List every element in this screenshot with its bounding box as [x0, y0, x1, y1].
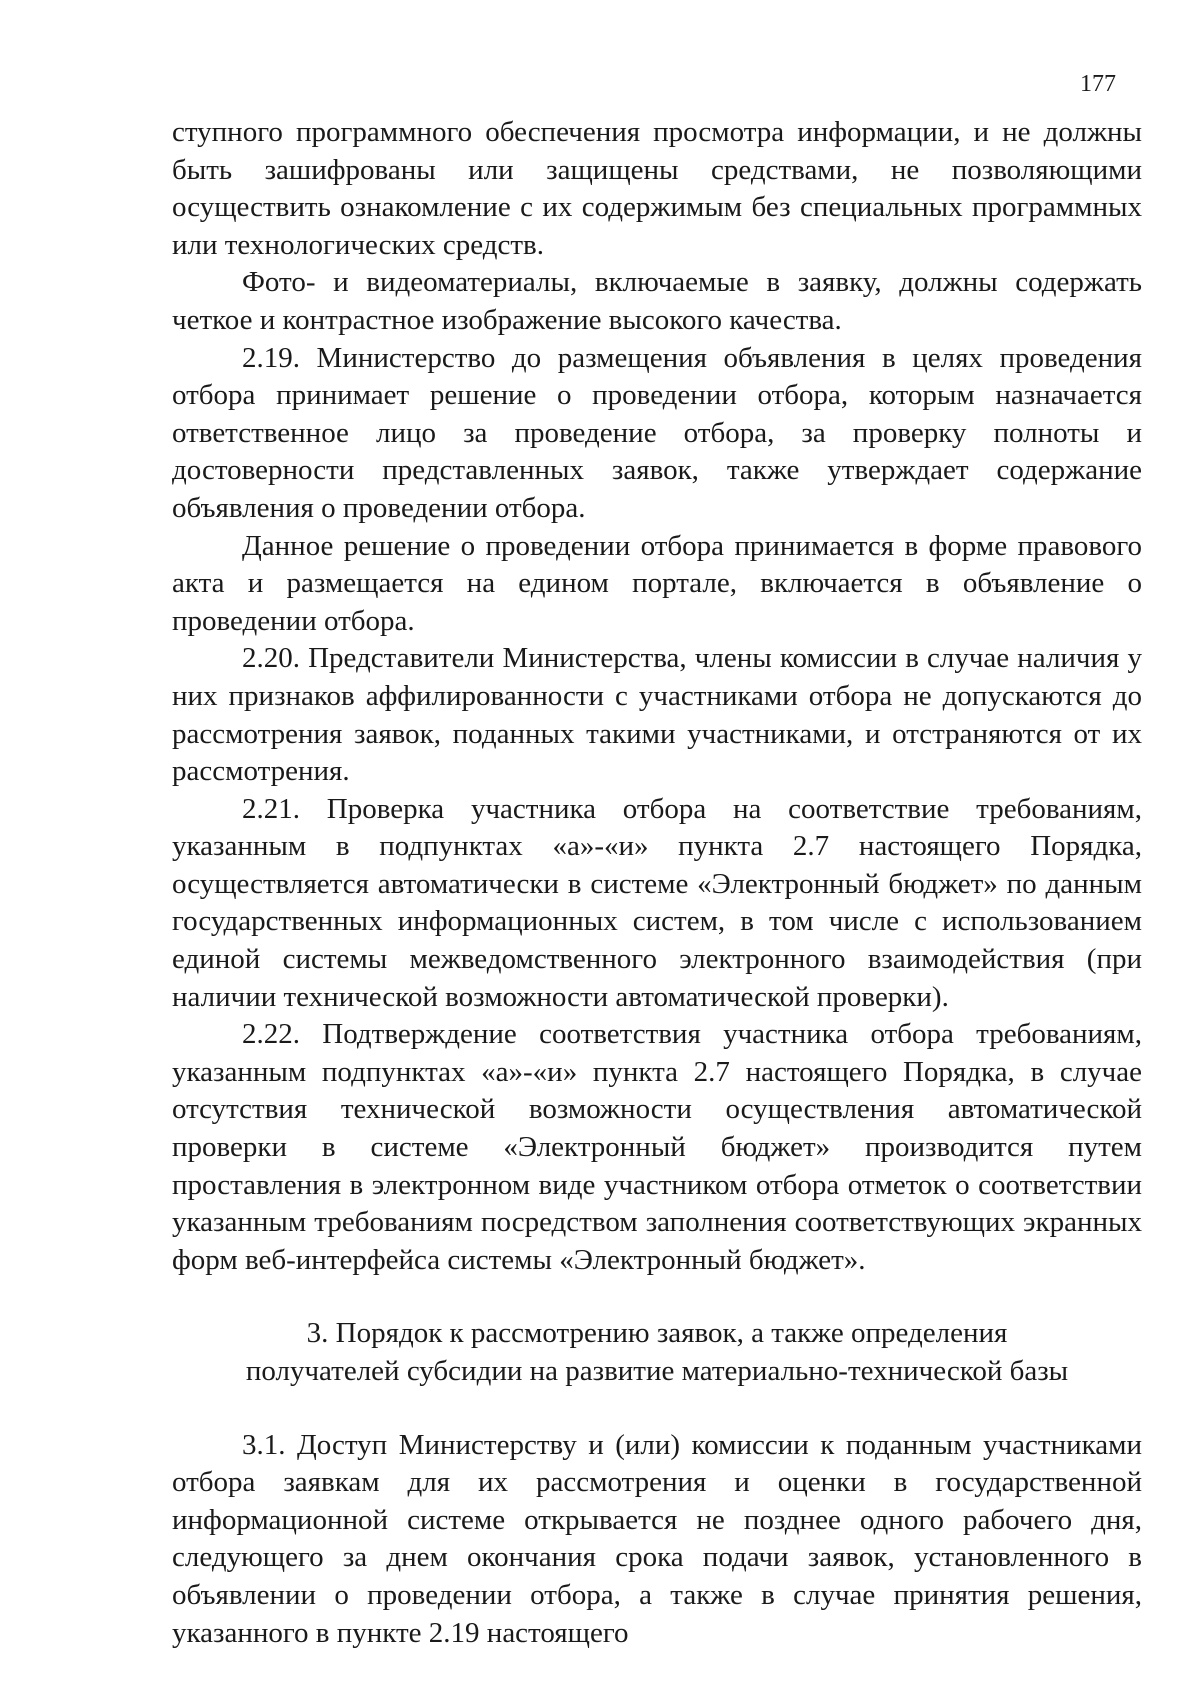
section-heading	[172, 1315, 1142, 1390]
paragraph-2-22: 2.22. Подтверждение соответствия участника отбора требованиям, указанным подпунктах «а»-«и» пункта 2.7 настоящего Порядка, в случае отсутствия технической возможности осуществления автоматической проверки в системе «Электронный бюджет» производится путем проставления в электронном виде участником отбора отметок о соответствии указанным требованиям посредством заполнения соответствующих экранных форм веб-интерфейса системы «Электронный бюджет».	[172, 1018, 1142, 1276]
page-number: 177	[1080, 71, 1116, 97]
paragraph-2-19: 2.19. Министерство до размещения объявления в целях проведения отбора принимает решение о проведении отбора, которым назначается ответственное лицо за проведение отбора, за проверку полноты и достоверности представленных заявок, также утверждает содержание объявления о проведении отбора.	[172, 341, 1142, 524]
paragraph-2-20: 2.20. Представители Министерства, члены комиссии в случае наличия у них признаков аффилированности с участниками отбора не допускаются до рассмотрения заявок, поданных такими участниками, и отстраняются от их рассмотрения.	[172, 642, 1142, 788]
paragraph-continuation: ступного программного обеспечения просмотра информации, и не должны быть зашифрованы или защищены средствами, не позволяющими осуществить ознакомление с их содержимым без специальных программных или технологических средств.	[172, 116, 1142, 261]
paragraph-photo-video: Фото- и видеоматериалы, включаемые в заявку, должны содержать четкое и контрастное изображение высокого качества.	[172, 266, 1142, 336]
paragraph-3-1: 3.1. Доступ Министерству и (или) комиссии к поданным участниками отбора заявкам для их рассмотрения и оценки в государственной информационной системе открывается не позднее одного рабочего дня, следующего за днем окончания срока подачи заявок, установленного в объявлении о проведении отбора, а также в случае принятия решения, указанного в пункте 2.19 настоящего	[172, 1428, 1142, 1649]
section-heading-line-1: 3. Порядок к рассмотрению заявок, а также определения	[306, 1317, 1008, 1350]
paragraph-2-21: 2.21. Проверка участника отбора на соответствие требованиям, указанным в подпунктах «а»-«и» пункта 2.7 настоящего Порядка, осуществляется автоматически в системе «Электронный бюджет» по данным государственных информационных систем, в том числе с использованием единой системы межведомственного электронного взаимодействия (при наличии технической возможности автоматической проверки).	[172, 792, 1142, 1013]
body-text	[172, 114, 1142, 1652]
section-heading-line-2: получателей субсидии на развитие материально-технической базы	[245, 1355, 1069, 1387]
paragraph-decision-act: Данное решение о проведении отбора принимается в форме правового акта и размещается на едином портале, включается в объявление о проведении отбора.	[172, 529, 1142, 637]
